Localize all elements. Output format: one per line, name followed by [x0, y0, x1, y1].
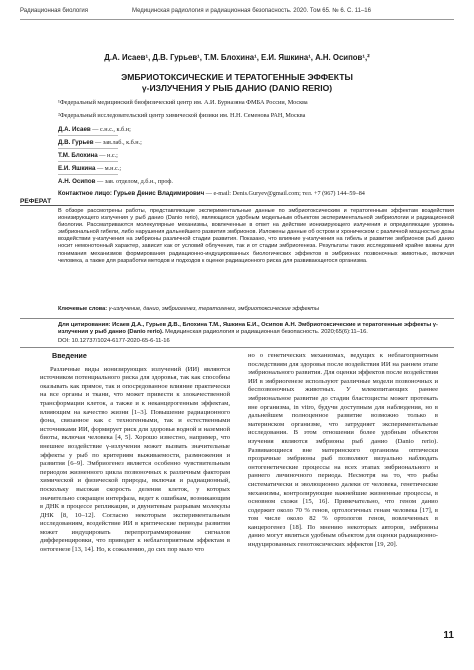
- divider: [58, 174, 118, 175]
- contact-details: — e-mail: Denis.Guryev@gmail.com; тел. +7 (967) 144–59–84: [204, 190, 365, 197]
- citation-divider: [20, 347, 454, 348]
- author-info-3: [58, 152, 454, 160]
- affiliation-1: ¹Федеральный медицинский биофизический центр им. А.И. Бурназяна ФМБА России, Москва: [58, 99, 308, 106]
- author-name: Т.М. Блохина: [58, 152, 98, 159]
- page-number: 11: [443, 630, 454, 641]
- abstract-heading: РЕФЕРАТ: [20, 198, 52, 205]
- contact-person: [58, 190, 454, 197]
- body-column-left: [40, 352, 230, 555]
- keywords-divider: [20, 318, 454, 319]
- affiliation-2: ²Федеральный исследовательский центр химической физики им. Н.Н. Семенова РАН, Москва: [58, 112, 306, 119]
- divider: [58, 135, 118, 136]
- keywords-label: Ключевые слова:: [58, 306, 108, 312]
- intro-heading: Введение: [52, 351, 87, 360]
- author-info-1: [58, 126, 454, 134]
- journal-section-label: Радиационная биология: [20, 8, 89, 14]
- author-role: — зав. отделом, д.б.н., проф.: [97, 178, 173, 185]
- citation-authors-title: Исаев Д.А., Гурьев Д.В., Блохина Т.М., Яшкина Е.И., Осипов А.Н. Эмбриотоксические и тератогенные эффекты γ-излучения у рыб данио (Danio rerio).: [58, 322, 438, 336]
- header-divider: [20, 19, 454, 20]
- citation-label: Для цитирования:: [58, 322, 111, 328]
- author-name: Д.В. Гурьев: [58, 139, 94, 146]
- author-role: — зав.лаб., к.б.н.;: [95, 139, 142, 146]
- author-role: — с.н.с., к.б.н;: [92, 126, 131, 133]
- title-line-2: γ-ИЗЛУЧЕНИЯ У РЫБ ДАНИО (DANIO RERIO): [141, 83, 333, 93]
- author-name: А.Н. Осипов: [58, 178, 96, 185]
- citation-block: [58, 322, 454, 337]
- keywords: [58, 306, 454, 313]
- abstract-divider: [20, 205, 454, 206]
- contact-label: Контактное лицо: Гурьев Денис Владимирович: [58, 190, 205, 197]
- keywords-list: γ-излучение, данио, эмбриогенез, тератогенез, эмбриотоксические эффекты: [107, 306, 320, 312]
- body-column-right: [248, 352, 438, 550]
- citation-source: Медицинская радиология и радиационная безопасность. 2020;65(6):11–16.: [163, 329, 368, 336]
- divider: [58, 148, 118, 149]
- author-list: Д.А. Исаев¹, Д.В. Гурьев¹, Т.М. Блохина¹, Е.И. Яшкина¹, А.Н. Осипов¹,²: [104, 53, 370, 62]
- intro-paragraph-continued: но о генетических механизмах, ведущих к неблагоприятным последствиям для здоровья после воздействия ИИ на раннем этапе эмбрионального развития. Для оценки эффектов после воздействия ИИ в эмбриогенезе используют различные модели позвоночных и беспозвоночных животных. У млекопитающих раннее эмбриональное развитие до стадии бластоцисты может протекать вне организма, in vitro, будучи доступным для наблюдения, но в дальнейшем полноценное развитие возможно только в материнском организме, что затрудняет экспериментальные исследования. В этом отношении более удобным объектом изучения являются эмбрионы рыб данио (Danio rerio). Развивающиеся вне материнского организма оптически прозрачные эмбрионы рыб позволяют визуально наблюдать онтогенетические процессы на всех этапах эмбрионального и раннего личиночного периода. Несмотря на то, что рыбы систематически и эволюционно далеки от человека, генетические механизмы, контролирующие важнейшие жизненные процессы, в основном схожи [15, 16]. Примечательно, что геном данио содержит около 70 % генов, ортологичных генам человека [17], в том числе около 82 % ортологов генов, вовлеченных в канцерогенез [18]. По мнению некоторых авторов, эмбрионы данио могут являться удобным объектом для оценки радиационно-индуцированных генотоксических эффектов [19, 20].: [248, 352, 439, 549]
- author-info-5: [58, 178, 454, 186]
- article-title: [20, 72, 454, 94]
- doi-link[interactable]: DOI: 10.12737/1024-6177-2020-65-6-11-16: [58, 338, 170, 344]
- divider: [58, 161, 118, 162]
- author-name: Е.И. Яшкина: [58, 165, 96, 172]
- running-head: [20, 6, 454, 20]
- author-info-4: [58, 165, 454, 173]
- journal-citation-label: Медицинская радиология и радиационная безопасность. 2020. Том 65. № 6. С. 11–16: [132, 8, 371, 14]
- author-info-2: [58, 139, 454, 147]
- abstract-text: В обзоре рассмотрены работы, представляющие экспериментальные данные по эмбриотоксическим и тератогенным эффектам воздействия ионизирующего излучения у рыб данио (Danio rerio), являющихся удобным модельным объектом экспериментальной эмбриологии и радиационной биологии. Рассматриваются молекулярные механизмы, вовлеченные в ответ на действие ионизирующего излучения и определяющие уровень эмбриональной гибели, либо нарушения дальнейшего развития эмбрионов. Изложены данные об остром и хроническом с различной мощностью дозы воздействии γ-излучения на эмбрионы различной стадии развития. Показано, что влияние γ-излучения на гибель и развитие эмбрионов рыб данио носит немонотонный характер, зависит как от условий облучения, так и от стадии эмбриогенеза. Результаты таких исследований крайне важны для понимания механизмов формирования радиационно-индуцированных биологических эффектов в эмбрионах позвоночных животных, включая человека, а также для разработки методов и подходов к оценке радиационного риска для развивающегося организма.: [58, 208, 454, 264]
- title-line-1: ЭМБРИОТОКСИЧЕСКИЕ И ТЕРАТОГЕННЫЕ ЭФФЕКТЫ: [121, 72, 353, 82]
- author-name: Д.А. Исаев: [58, 126, 91, 133]
- author-role: — м.н.с.;: [96, 165, 122, 172]
- author-role: — н.с.;: [99, 152, 118, 159]
- intro-paragraph: Различные виды ионизирующих излучений (ИИ) являются источником потенциального риска для здоровья, так как способны оказывать как прямое, так и опосредованное влияние практически на все органы и ткани, что может привести к злокачественной трансформации клеток, а также и к неканцерогенным эффектам, влияющим на качество жизни [1–3]. Повышение радиационного фона, связанное как с техногенными, так и естественными источниками ИИ, формирует риск для здоровья водной и наземной биоты, включая человека [4, 5]. Хорошо известно, например, что внешнее воздействие γ-излучения может вызвать значительные эффекты у рыб по критериям выживаемости, размножения и развития [6–9]. Эмбриогенез является особенно чувствительным периодом жизненного цикла позвоночных к различным факторам химической и физической природы, включая и радиационный, поскольку высокая скорость деления клеток, у которых значительно сокращен интерфаза, ведет к ошибкам, возникающим в ДНК в процессе репликации, и двунитевым разрывам молекулы ДНК [8, 10–12]. Согласно некоторым экспериментальным исследованиям, воздействие ИИ в критические периоды развития может индуцировать перепрограммирование сигналов дифференцировки, что приводит к неблагоприятным эффектам в онтогенезе [13, 14]. Но, к сожалению, до сих пор мало что: [40, 365, 230, 554]
